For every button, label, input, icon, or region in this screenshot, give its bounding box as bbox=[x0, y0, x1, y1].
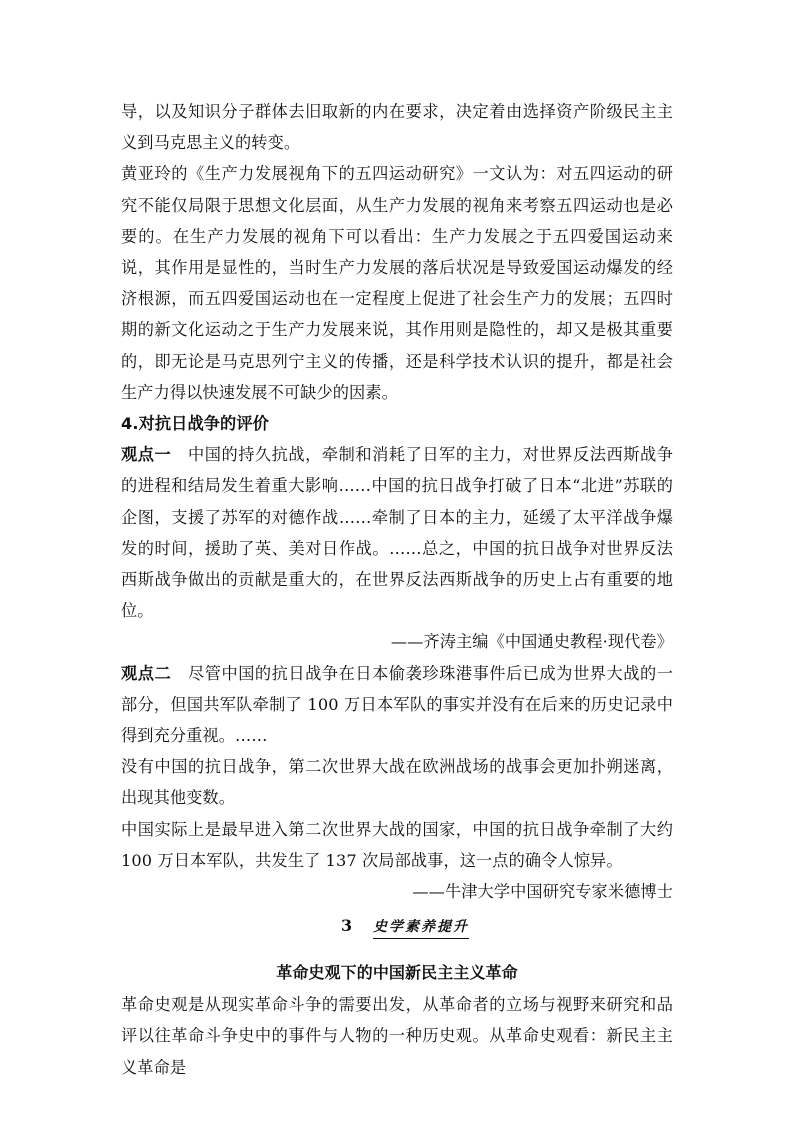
paragraph-2: 黄亚玲的《生产力发展视角下的五四运动研究》一文认为：对五四运动的研究不能仅局限于思想文化层面，从生产力发展的视角来考察五四运动也是必要的。在生产力发展的视角下可以看出：生产力发展之于五四爱国运动来说，其作用是显性的，当时生产力发展的落后状况是导致爱国运动爆发的经济根源，而五四爱国运动也在一定程度上促进了社会生产力的发展；五四时期的新文化运动之于生产力发展来说，其作用则是隐性的，却又是极其重要的，即无论是马克思列宁主义的传播，还是科学技术认识的提升，都是社会生产力得以快速发展不可缺少的因素。 bbox=[121, 164, 673, 402]
section-4-heading: 4.对抗日战争的评价 bbox=[121, 414, 269, 434]
section-title: 史学素养提升 bbox=[373, 916, 469, 939]
view-1-source: ——齐涛主编《中国通史教程·现代卷》 bbox=[390, 632, 673, 652]
section-3-bar bbox=[121, 913, 673, 957]
view-1-paragraph bbox=[121, 439, 673, 626]
view-1-label: 观点一 bbox=[121, 445, 172, 465]
view-2-paragraph-3: 中国实际上是最早进入第二次世界大战的国家，中国的抗日战争牵制了大约 100 万日本军队，共发生了 137 次局部战事，这一点的确令人惊异。 bbox=[121, 819, 673, 870]
section-number: 3 bbox=[341, 916, 353, 936]
view-2-label: 观点二 bbox=[121, 663, 172, 683]
view-2-paragraph bbox=[121, 658, 673, 752]
view-2-source: ——牛津大学中国研究专家米德博士 bbox=[412, 882, 673, 902]
paragraph-1: 导，以及知识分子群体去旧取新的内在要求，决定着由选择资产阶级民主主义到马克思主义的转变。 bbox=[121, 102, 673, 153]
view-2-paragraph-2: 没有中国的抗日战争，第二次世界大战在欧洲战场的战事会更加扑朔迷离，出现其他变数。 bbox=[121, 757, 673, 808]
view-2-text: 尽管中国的抗日战争在日本偷袭珍珠港事件后已成为世界大战的一部分，但国共军队牵制了 100 万日本军队的事实并没有在后来的历史记录中得到充分重视。…… bbox=[121, 663, 673, 746]
document-page bbox=[121, 96, 673, 1083]
view-1-text: 中国的持久抗战，牵制和消耗了日军的主力，对世界反法西斯战争的进程和结局发生着重大影响……中国的抗日战争打破了日本“北进”苏联的企图，支援了苏军的对德作战……牵制了日本的主力，延缓了太平洋战争爆发的时间，援助了英、美对日作战。……总之，中国的抗日战争对世界反法西斯战争做出的贡献是重大的，在世界反法西斯战争的历史上占有重要的地位。 bbox=[121, 445, 673, 621]
section-3-intro: 革命史观是从现实革命斗争的需要出发，从革命者的立场与视野来研究和品评以往革命斗争史中的事件与人物的一种历史观。从革命史观看：新民主主义革命是 bbox=[121, 995, 673, 1077]
section-subtitle: 革命史观下的中国新民主主义革命 bbox=[276, 963, 518, 983]
